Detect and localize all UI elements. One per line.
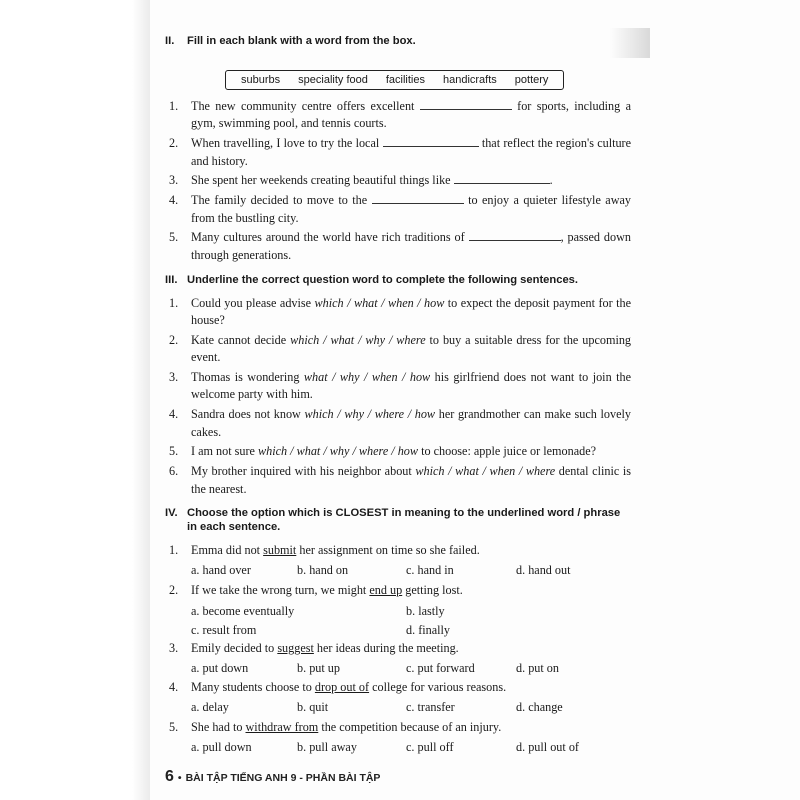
item-number: 1.: [169, 543, 179, 558]
page-gutter-shadow: [132, 0, 150, 800]
answer-blank[interactable]: [420, 98, 512, 110]
option-c[interactable]: c. pull off: [406, 739, 454, 754]
item-text-before: When travelling, I love to try the local: [191, 136, 380, 151]
page-footer: [165, 768, 380, 786]
question-word-choices[interactable]: which / what / why / where: [290, 332, 426, 347]
option-c[interactable]: c. hand in: [406, 563, 454, 578]
item-number: 1.: [169, 99, 179, 113]
option-b[interactable]: b. pull away: [297, 739, 357, 754]
section-4-heading: [165, 506, 631, 534]
question-word-item: [165, 443, 631, 460]
item-text-after: to expect the deposit payment for the house?: [191, 295, 632, 328]
underlined-word: submit: [263, 543, 297, 558]
section-3-heading: [165, 273, 631, 287]
mcq-options: [165, 660, 631, 677]
fill-item: [165, 135, 631, 170]
question-word-choices[interactable]: which / what / when / how: [314, 295, 445, 310]
item-text-after: his girlfriend does not want to join the welcome party with him.: [191, 370, 632, 402]
item-number: 4.: [169, 193, 179, 208]
item-text-after: to choose: apple juice or lemonade?: [421, 444, 597, 459]
question-word-choices[interactable]: which / why / where / how: [304, 407, 436, 422]
item-text-before: Kate cannot decide: [191, 332, 287, 347]
underlined-word: end up: [369, 583, 403, 598]
item-text-before: Emma did not: [191, 543, 261, 558]
fill-item: [165, 172, 631, 189]
item-number: 5.: [169, 720, 179, 734]
option-d[interactable]: d. pull out of: [516, 739, 579, 754]
word-box-item: pottery: [514, 74, 549, 86]
mcq-item: [165, 582, 631, 599]
item-text: [191, 582, 631, 599]
book-title: BÀI TẬP TIẾNG ANH 9 - PHẦN BÀI TẬP: [185, 772, 381, 784]
item-number: 3.: [169, 173, 179, 188]
word-box: [225, 70, 564, 90]
item-number: 2.: [169, 583, 179, 598]
option-d[interactable]: d. hand out: [516, 563, 571, 578]
item-text: [191, 295, 631, 330]
item-number: 3.: [169, 370, 179, 385]
item-text: [191, 172, 631, 189]
underlined-word: suggest: [277, 640, 314, 655]
answer-blank[interactable]: [454, 172, 550, 184]
option-d[interactable]: d. finally: [406, 622, 451, 637]
item-text-after: to enjoy a quieter lifestyle away from the bustling city.: [191, 193, 632, 225]
item-number: 6.: [169, 464, 179, 479]
item-text: [191, 406, 631, 441]
item-text-before: The new community centre offers excellent: [191, 99, 415, 113]
option-a[interactable]: a. become eventually: [191, 603, 295, 618]
option-d[interactable]: d. change: [516, 700, 563, 715]
mcq-item: [165, 679, 631, 696]
answer-blank[interactable]: [469, 229, 561, 241]
item-text-before: If we take the wrong turn, we might: [191, 583, 367, 598]
underlined-word: drop out of: [314, 680, 370, 695]
item-text-before: Thomas is wondering: [191, 370, 300, 385]
item-text-after: dental clinic is the nearest.: [191, 464, 632, 496]
item-number: 2.: [169, 136, 179, 151]
section-number: IV.: [165, 507, 178, 520]
option-a[interactable]: a. pull down: [191, 739, 252, 754]
mcq-options: [165, 739, 631, 756]
item-text: [191, 443, 631, 460]
answer-blank[interactable]: [372, 192, 464, 204]
item-text: [191, 98, 631, 133]
item-text-before: She had to: [191, 720, 243, 734]
section-2-heading: [165, 34, 631, 48]
item-text: [191, 332, 631, 367]
option-b[interactable]: b. lastly: [406, 603, 445, 618]
mcq-options: [165, 562, 631, 579]
option-b[interactable]: b. quit: [297, 700, 329, 715]
item-text-before: Sandra does not know: [191, 407, 301, 422]
question-word-choices[interactable]: what / why / when / how: [303, 370, 431, 385]
mcq-item: [165, 640, 631, 657]
question-word-choices[interactable]: which / what / when / where: [415, 464, 556, 479]
item-text-after: for sports, including a gym, swimming pool, and tennis courts.: [191, 99, 631, 131]
item-text-before: Could you please advise: [191, 295, 312, 310]
option-a[interactable]: a. put down: [191, 660, 249, 675]
word-box-item: suburbs: [241, 74, 281, 86]
section-number: II.: [165, 35, 175, 47]
page-number: 6: [165, 768, 174, 785]
section-number: III.: [165, 273, 178, 286]
item-text-after: the competition because of an injury.: [321, 720, 502, 734]
item-text-after: that reflect the region's culture and history.: [191, 136, 632, 168]
question-word-item: [165, 295, 631, 330]
item-text-before: My brother inquired with his neighbor about: [191, 464, 412, 479]
item-text-after: getting lost.: [405, 583, 463, 598]
item-text-after: her ideas during the meeting.: [316, 640, 459, 655]
fill-item: [165, 98, 631, 133]
mcq-options: [165, 699, 631, 716]
item-number: 5.: [169, 444, 179, 459]
option-a[interactable]: a. hand over: [191, 563, 251, 578]
item-text: [191, 679, 631, 696]
option-c[interactable]: c. put forward: [406, 660, 475, 675]
item-text-after: .: [549, 173, 553, 188]
mcq-options: [165, 602, 631, 640]
item-text: [191, 229, 631, 264]
item-text-after: her assignment on time so she failed.: [299, 543, 480, 558]
item-text-before: I am not sure: [191, 444, 255, 459]
question-word-choices[interactable]: which / what / why / where / how: [258, 444, 419, 459]
fill-item: [165, 192, 631, 227]
item-number: 2.: [169, 332, 179, 347]
option-b[interactable]: b. put up: [297, 660, 340, 675]
item-text-before: Emily decided to: [191, 640, 275, 655]
item-number: 3.: [169, 640, 179, 655]
option-c[interactable]: c. transfer: [406, 700, 455, 715]
question-word-item: [165, 332, 631, 367]
word-box-item: speciality food: [298, 74, 368, 86]
item-text-before: The family decided to move to the: [191, 193, 368, 208]
item-text-before: She spent her weekends creating beautiful things like: [191, 173, 451, 188]
item-text: [191, 463, 631, 498]
item-text: [191, 640, 631, 657]
item-number: 5.: [169, 230, 179, 245]
option-c[interactable]: c. result from: [191, 622, 257, 637]
option-b[interactable]: b. hand on: [297, 563, 349, 578]
question-word-item: [165, 369, 631, 404]
footer-bullet: •: [177, 772, 182, 784]
item-text-after: , passed down through generations.: [191, 230, 632, 262]
word-box-item: handicrafts: [442, 74, 497, 86]
item-text-after: college for various reasons.: [372, 680, 507, 695]
item-text-after: her grandmother can make such lovely cakes.: [191, 407, 631, 439]
item-text: [191, 135, 631, 170]
option-a[interactable]: a. delay: [191, 700, 229, 715]
item-number: 4.: [169, 680, 179, 695]
item-text-before: Many students choose to: [191, 680, 312, 695]
item-text-before: Many cultures around the world have rich traditions of: [191, 230, 465, 245]
section-title: Fill in each blank with a word from the box.: [187, 35, 416, 47]
underlined-word: withdraw from: [245, 720, 319, 734]
item-text-after: to buy a suitable dress for the upcoming event.: [191, 332, 632, 365]
section-title: Underline the correct question word to complete the following sentences.: [187, 273, 578, 286]
item-number: 4.: [169, 407, 179, 422]
fill-item: [165, 229, 631, 264]
item-text: [191, 542, 631, 559]
mcq-item: [165, 719, 631, 736]
item-text: [191, 369, 631, 404]
item-text: [191, 192, 631, 227]
section-title: Choose the option which is CLOSEST in meaning to the underlined word / phrase in each sentence.: [187, 507, 621, 534]
word-box-item: facilities: [385, 74, 425, 86]
item-text: [191, 719, 631, 736]
answer-blank[interactable]: [383, 135, 479, 147]
option-d[interactable]: d. put on: [516, 660, 559, 675]
mcq-item: [165, 542, 631, 559]
question-word-item: [165, 406, 631, 441]
worksheet-content: [165, 34, 631, 759]
item-number: 1.: [169, 295, 179, 310]
question-word-item: [165, 463, 631, 498]
